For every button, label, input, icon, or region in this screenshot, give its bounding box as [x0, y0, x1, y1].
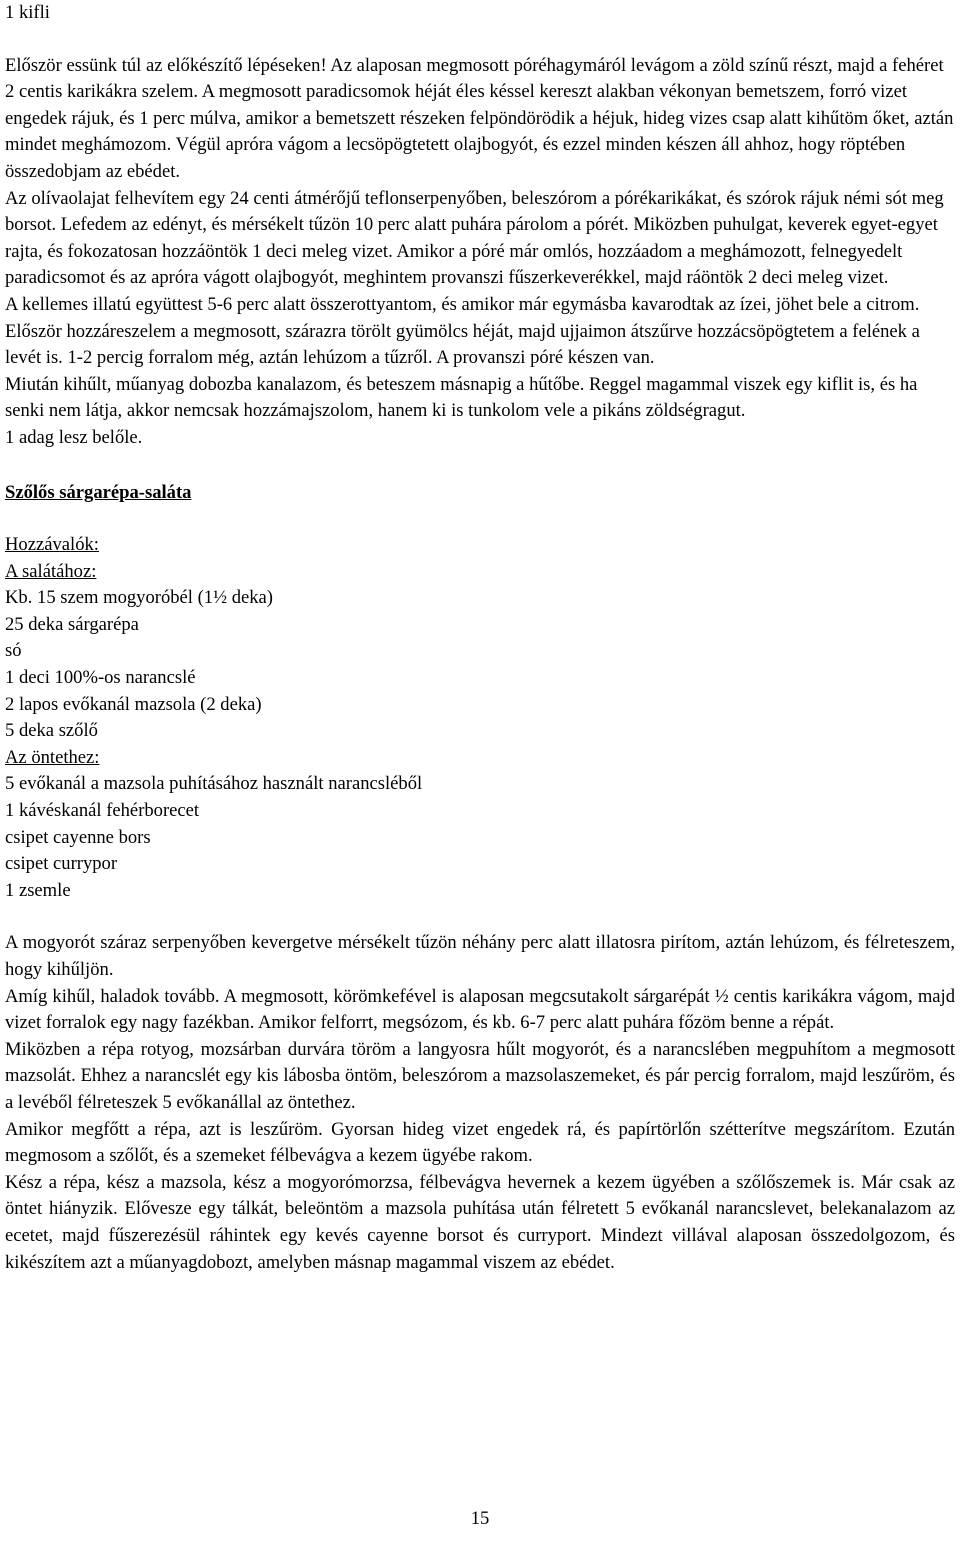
paragraph: Kész a répa, kész a mazsola, kész a mogyorómorzsa, félbevágva hevernek a kezem ügyében a szőlőszemek is. Már csak az öntet hiányzik. Elővesze egy tálkát, beleöntöm a mazsola puhítása után félretett 5 evőkanál narancslevet, belekanalazom az ecetet, majd fűszerezésül ráhintek egy kevés cayenne borsot és curryport. Mindezt villával alaposan összedolgozom, és kikészítem azt a műanyagdobozt, amelyben másnap magammal viszem az ebédet. [5, 1171, 955, 1273]
salad-heading: A salátához: [5, 560, 97, 582]
ingredient-item: csipet cayenne bors [5, 826, 151, 848]
paragraph: A kellemes illatú együttest 5-6 perc alatt összerottyantom, és amikor már egymásba kavarodtak az ízei, jöhet bele a citrom. Először hozzáreszelem a megmosott, szárazra törölt gyümölcs héját, majd ujjaimon átszűrve hozzácsöpögtetem a felének a levét is. 1-2 percig forralom még, aztán lehúzom a tűzről. A provanszi póré készen van. [5, 293, 920, 369]
paragraph: Az olívaolajat felhevítem egy 24 centi átmérőjű teflonserpenyőben, beleszórom a pórékarikákat, és szórok rájuk némi sót meg borsot. Lefedem az edényt, és mérsékelt tűzön 10 perc alatt puhára párolom a pórét. Miközben puhulgat, keverek egyet-egyet rajta, és fokozatosan hozzáöntök 1 deci meleg vizet. Amikor a póré már omlós, hozzáadom a meghámozott, felnegyedelt paradicsomot és az apróra vágott olajbogyót, meghintem provanszi fűszerkeverékkel, majd ráöntök 2 deci meleg vizet. [5, 187, 944, 289]
spacer [5, 452, 955, 480]
paragraph: Miután kihűlt, műanyag dobozba kanalazom, és beteszem másnapig a hűtőbe. Reggel magammal viszek egy kiflit is, és ha senki nem látja, akkor nemcsak hozzámajszolom, hanem ki is tunkolom vele a pikáns zöldségragut. [5, 373, 918, 422]
ingredient-item: 25 deka sárgarépa [5, 613, 139, 635]
recipe-title: Szőlős sárgarépa-saláta [5, 481, 192, 503]
ingredient-item: só [5, 640, 22, 662]
paragraph: Amikor megfőtt a répa, azt is leszűröm. Gyorsan hideg vizet engedek rá, és papírtörlőn szétterítve megszárítom. Ezután megmosom a szőlőt, és a szemeket félbevágva a kezem ügyébe rakom. [5, 1118, 955, 1167]
spacer [5, 506, 955, 532]
ingredient-item: 1 deci 100%-os narancslé [5, 667, 196, 689]
ingredient-item: 1 zsemle [5, 879, 71, 901]
intro-line: 1 kifli [5, 2, 50, 23]
dressing-heading: Az öntethez: [5, 746, 100, 768]
paragraph: 1 adag lesz belőle. [5, 426, 143, 448]
paragraph: Amíg kihűl, haladok tovább. A megmosott, körömkefével is alaposan megcsutakolt sárgarépát ½ centis karikákra vágom, majd vizet forralok egy nagy fazékban. Amikor felforrt, megsózom, és kb. 6-7 perc alatt puhára főzöm benne a répát. [5, 985, 955, 1034]
paragraph: Miközben a répa rotyog, mozsárban durvára töröm a langyosra hűlt mogyorót, és a narancslében megpuhítom a megmosott mazsolát. Ehhez a narancslét egy kis lábosba öntöm, beleszórom a mazsolaszemeket, és pár percig forralom, majd leszűröm, és a levéből félreteszek 5 evőkanállal az öntethez. [5, 1038, 955, 1113]
paragraph: A mogyorót száraz serpenyőben kevergetve mérsékelt tűzön néhány perc alatt illatosra pirítom, aztán lehúzom, és félreteszem, hogy kihűljön. [5, 932, 955, 980]
spacer [5, 904, 955, 930]
ingredient-item: 2 lapos evőkanál mazsola (2 deka) [5, 693, 262, 715]
ingredient-item: 5 evőkanál a mazsola puhításához használt narancsléből [5, 773, 423, 795]
paragraph: Először essünk túl az előkészítő lépéseken! Az alaposan megmosott póréhagymáról levágom a zöld színű részt, majd a fehéret 2 centis karikákra szelem. A megmosott paradicsomok héját éles késsel kereszt alakban vékonyan bemetszem, forró vizet engedek rájuk, és 1 perc múlva, amikor a bemetszett részeken felpöndörödik a héjuk, hideg vizes csap alatt kihűtöm őket, aztán mindet meghámozom. Végül apróra vágom a lecsöpögtetett olajbogyót, és ezzel minden készen áll ahhoz, hogy röptében összedobjam az ebédet. [5, 54, 954, 182]
recipe-1-instructions [5, 53, 955, 452]
spacer [5, 27, 955, 53]
ingredient-item: Kb. 15 szem mogyoróbél (1½ deka) [5, 587, 273, 609]
ingredient-item: 1 kávéskanál fehérborecet [5, 800, 200, 822]
ingredient-item: 5 deka szőlő [5, 720, 98, 742]
ingredients-heading: Hozzávalók: [5, 534, 99, 556]
page-number: 15 [470, 1508, 490, 1529]
document-page [5, 0, 955, 1276]
ingredient-item: csipet currypor [5, 853, 118, 875]
recipe-2-instructions [5, 930, 955, 1276]
ingredients-section [5, 532, 955, 904]
